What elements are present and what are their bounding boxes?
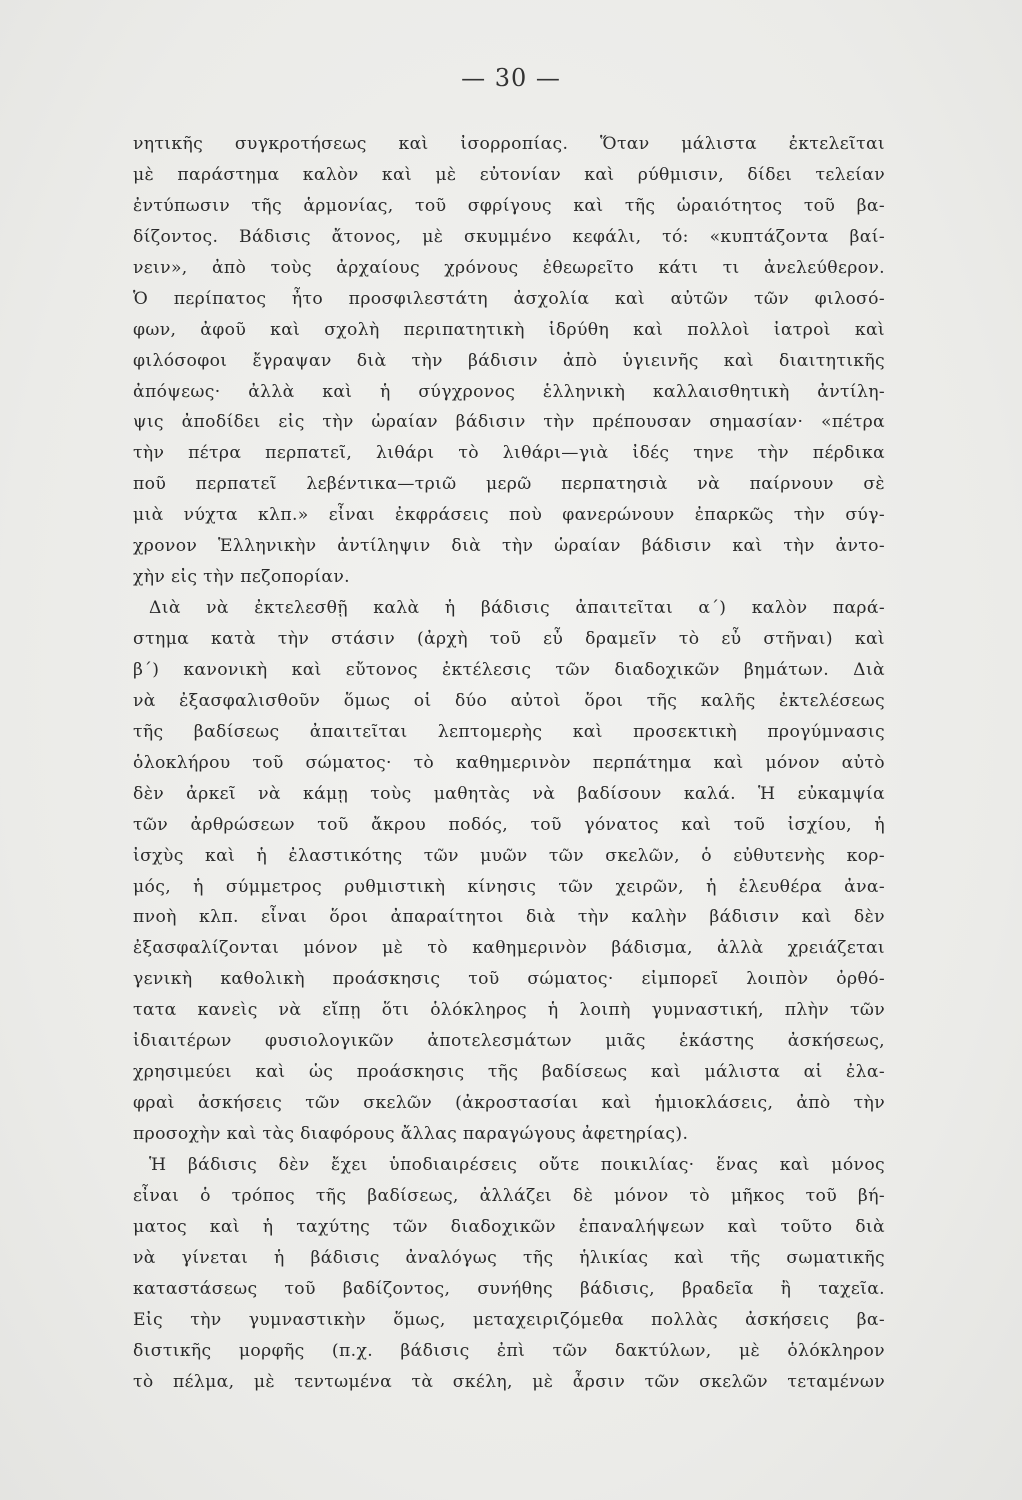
- text-line: ψις ἀποδίδει εἰς τὴν ὡραίαν βάδισιν τὴν πρέπουσαν σημασίαν· «πέτρα: [133, 412, 885, 433]
- text-line: δίζοντος. Βάδισις ἄτονος, μὲ σκυμμένο κεφάλι, τό: «κυπτάζοντα βαί-: [133, 226, 885, 247]
- text-line: νητικῆς συγκροτήσεως καὶ ἰσορροπίας. Ὅταν μάλιστα ἐκτελεῖται: [133, 134, 885, 154]
- text-line: νειν», ἀπὸ τοὺς ἀρχαίους χρόνους ἐθεωρεῖτο κάτι τι ἀνελεύθερον.: [133, 257, 885, 278]
- text-line: ἀπόψεως· ἀλλὰ καὶ ἡ σύγχρονος ἑλληνικὴ καλλαισθητικὴ ἀντίλη-: [133, 381, 885, 402]
- text-line: ὁλοκλήρου τοῦ σώματος· τὸ καθημερινὸν περπάτημα καὶ μόνον αὐτὸ: [133, 752, 885, 773]
- text-line: τατα κανεὶς νὰ εἴπῃ ὅτι ὁλόκληρος ἡ λοιπὴ γυμναστική, πλὴν τῶν: [133, 1000, 885, 1021]
- text-line: εἶναι ὁ τρόπος τῆς βαδίσεως, ἀλλάζει δὲ μόνον τὸ μῆκος τοῦ βή-: [133, 1185, 885, 1206]
- text-line: Ἡ βάδισις δὲν ἔχει ὑποδιαιρέσεις οὔτε ποικιλίας· ἕνας καὶ μόνος: [149, 1154, 885, 1175]
- text-line: μὲ παράστημα καλὸν καὶ μὲ εὐτονίαν καὶ ρύθμισιν, δίδει τελείαν: [133, 164, 885, 185]
- text-line: στημα κατὰ τὴν στάσιν (ἀρχὴ τοῦ εὖ δραμεῖν τὸ εὖ στῆναι) καὶ: [133, 629, 885, 649]
- text-line: φων, ἀφοῦ καὶ σχολὴ περιπατητικὴ ἱδρύθη καὶ πολλοὶ ἰατροὶ καὶ: [133, 319, 885, 340]
- text-line: μιὰ νύχτα κλπ.» εἶναι ἐκφράσεις ποὺ φανερώνουν ἐπαρκῶς τὴν σύγ-: [133, 505, 885, 526]
- text-line: Διὰ νὰ ἐκτελεσθῇ καλὰ ἡ βάδισις ἀπαιτεῖται α΄) καλὸν παρά-: [149, 598, 885, 619]
- text-line: διστικῆς μορφῆς (π.χ. βάδισις ἐπὶ τῶν δακτύλων, μὲ ὁλόκληρον: [133, 1340, 885, 1361]
- text-line: ἐξασφαλίζονται μόνον μὲ τὸ καθημερινὸν βάδισμα, ἀλλὰ χρειάζεται: [133, 938, 885, 959]
- text-line: ἰσχὺς καὶ ἡ ἐλαστικότης τῶν μυῶν τῶν σκελῶν, ὁ εὐθυτενὴς κορ-: [133, 845, 885, 866]
- text-line: τῶν ἀρθρώσεων τοῦ ἄκρου ποδός, τοῦ γόνατος καὶ τοῦ ἰσχίου, ἡ: [133, 814, 885, 835]
- text-line: νὰ γίνεται ἡ βάδισις ἀναλόγως τῆς ἡλικίας καὶ τῆς σωματικῆς: [133, 1247, 885, 1268]
- body-text: [133, 129, 885, 1397]
- text-line: ἰδιαιτέρων φυσιολογικῶν ἀποτελεσμάτων μιᾶς ἑκάστης ἀσκήσεως,: [133, 1031, 885, 1052]
- text-line: ἐντύπωσιν τῆς ἁρμονίας, τοῦ σφρίγους καὶ τῆς ὡραιότητος τοῦ βα-: [133, 195, 885, 216]
- text-line: καταστάσεως τοῦ βαδίζοντος, συνήθης βάδισις, βραδεῖα ἢ ταχεῖα.: [133, 1278, 885, 1299]
- text-line: τῆς βαδίσεως ἀπαιτεῖται λεπτομερὴς καὶ προσεκτικὴ προγύμνασις: [133, 721, 885, 742]
- text-line: χρονον Ἑλληνικὴν ἀντίληψιν διὰ τὴν ὡραίαν βάδισιν καὶ τὴν ἀντο-: [133, 536, 885, 557]
- text-line: φραὶ ἀσκήσεις τῶν σκελῶν (ἀκροστασίαι καὶ ἡμιοκλάσεις, ἀπὸ τὴν: [133, 1093, 885, 1114]
- text-line: τὴν πέτρα περπατεῖ, λιθάρι τὸ λιθάρι—γιὰ ἰδές τηνε τὴν πέρδικα: [133, 443, 885, 464]
- text-line: νὰ ἐξασφαλισθοῦν ὅμως οἱ δύο αὐτοὶ ὅροι τῆς καλῆς ἐκτελέσεως: [133, 690, 885, 711]
- text-line: Εἰς τὴν γυμναστικὴν ὅμως, μεταχειριζόμεθα πολλὰς ἀσκήσεις βα-: [133, 1309, 885, 1330]
- text-line: β΄) κανονικὴ καὶ εὔτονος ἐκτέλεσις τῶν διαδοχικῶν βημάτων. Διὰ: [133, 659, 885, 680]
- text-line: προσοχὴν καὶ τὰς διαφόρους ἄλλας παραγώγους ἀφετηρίας).: [133, 1124, 689, 1144]
- text-line: ματος καὶ ἡ ταχύτης τῶν διαδοχικῶν ἐπαναλήψεων καὶ τοῦτο διὰ: [133, 1216, 885, 1237]
- text-line: χὴν εἰς τὴν πεζοπορίαν.: [133, 567, 350, 588]
- text-line: Ὁ περίπατος ἦτο προσφιλεστάτη ἀσχολία καὶ αὐτῶν τῶν φιλοσό-: [133, 288, 885, 309]
- text-line: μός, ἡ σύμμετρος ρυθμιστικὴ κίνησις τῶν χειρῶν, ἡ ἐλευθέρα ἀνα-: [133, 876, 885, 897]
- text-line: ποῦ περπατεῖ λεβέντικα—τριῶ μερῶ περπατησιὰ νὰ παίρνουν σὲ: [133, 474, 885, 495]
- text-line: γενικὴ καθολικὴ προάσκησις τοῦ σώματος· εἰμπορεῖ λοιπὸν ὀρθό-: [133, 969, 885, 990]
- text-line: φιλόσοφοι ἔγραψαν διὰ τὴν βάδισιν ἀπὸ ὑγιεινῆς καὶ διαιτητικῆς: [133, 350, 885, 371]
- text-line: τὸ πέλμα, μὲ τεντωμένα τὰ σκέλη, μὲ ἆρσιν τῶν σκελῶν τεταμένων: [133, 1371, 885, 1392]
- page-number: — 30 —: [461, 64, 561, 92]
- text-line: πνοὴ κλπ. εἶναι ὅροι ἀπαραίτητοι διὰ τὴν καλὴν βάδισιν καὶ δὲν: [133, 907, 885, 928]
- text-line: χρησιμεύει καὶ ὡς προάσκησις τῆς βαδίσεως καὶ μάλιστα αἱ ἐλα-: [133, 1062, 885, 1083]
- text-line: δὲν ἀρκεῖ νὰ κάμῃ τοὺς μαθητὰς νὰ βαδίσουν καλά. Ἡ εὐκαμψία: [133, 783, 885, 804]
